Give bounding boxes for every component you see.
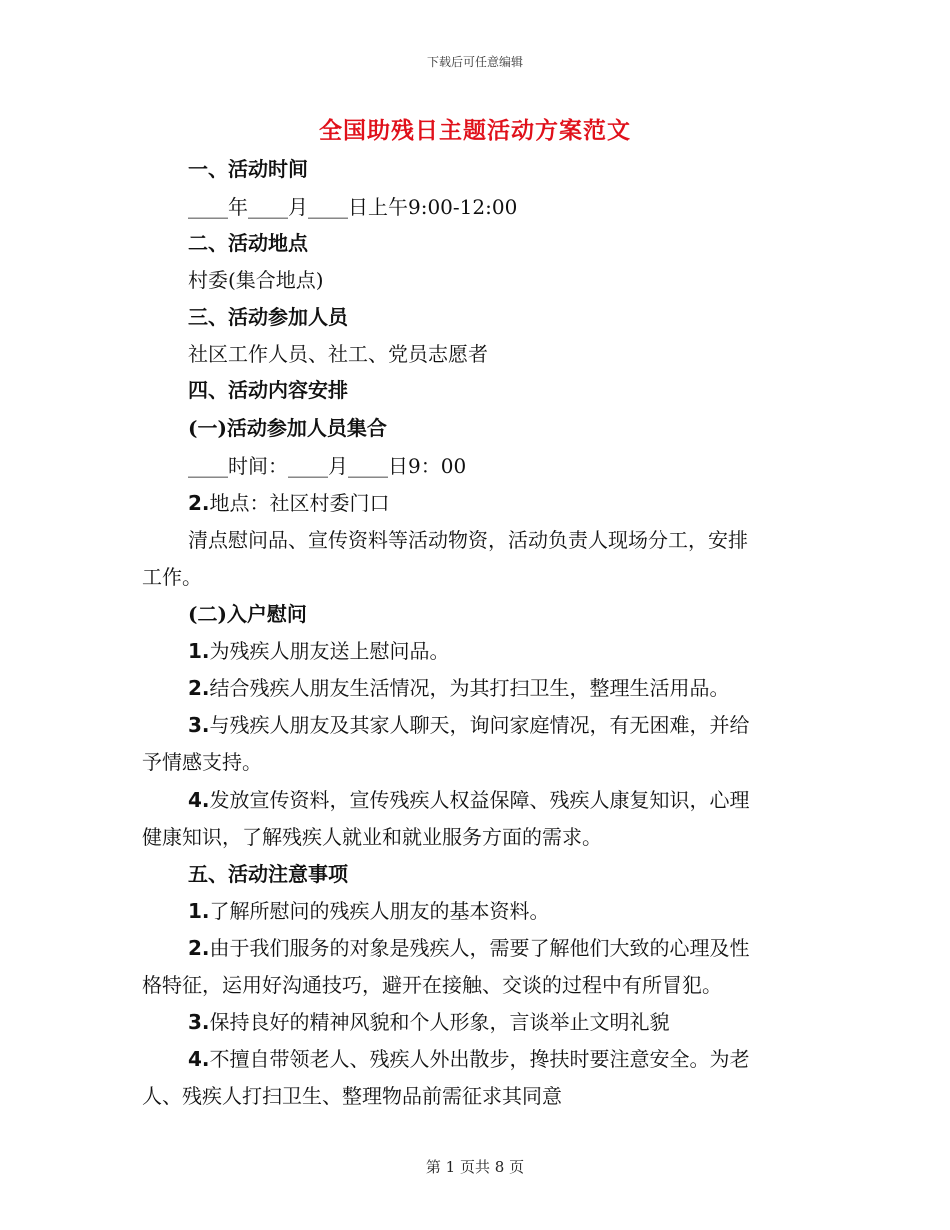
list-number: 1. bbox=[188, 639, 210, 663]
paragraph-activity-location: 村委(集合地点) bbox=[188, 268, 324, 292]
list-item-text: 发放宣传资料，宣传残疾人权益保障、残疾人康复知识，心理 bbox=[209, 788, 750, 812]
list-item bbox=[188, 489, 390, 517]
section-heading-3: 三、活动参加人员 bbox=[188, 305, 348, 329]
section-heading-5: 五、活动注意事项 bbox=[188, 862, 348, 886]
subheading-gathering: (一)活动参加人员集合 bbox=[188, 416, 387, 440]
list-number: 2. bbox=[188, 676, 210, 700]
list-item-text: 了解所慰问的残疾人朋友的基本资料。 bbox=[209, 899, 550, 923]
paragraph-preparation-continued: 工作。 bbox=[142, 565, 202, 589]
list-number: 3. bbox=[188, 713, 210, 737]
list-item bbox=[188, 786, 750, 814]
list-item-text: 地点：社区村委门口 bbox=[209, 491, 390, 515]
list-item-continued: 格特征，运用好沟通技巧，避开在接触、交谈的过程中有所冒犯。 bbox=[142, 973, 722, 997]
header-note: 下载后可任意编辑 bbox=[426, 55, 523, 69]
list-item bbox=[188, 637, 450, 665]
section-heading-2: 二、活动地点 bbox=[188, 231, 308, 255]
list-item-text: 结合残疾人朋友生活情况，为其打扫卫生，整理生活用品。 bbox=[209, 676, 730, 700]
list-item bbox=[188, 934, 750, 962]
page-footer: 第 1 页共 8 页 bbox=[425, 1158, 525, 1176]
document-title: 全国助残日主题活动方案范文 bbox=[319, 117, 631, 144]
list-item bbox=[188, 897, 550, 925]
section-heading-4: 四、活动内容安排 bbox=[188, 378, 348, 402]
list-item-text: 保持良好的精神风貌和个人形象，言谈举止文明礼貌 bbox=[209, 1010, 670, 1034]
list-number: 1. bbox=[188, 899, 210, 923]
list-item-continued: 健康知识，了解残疾人就业和就业服务方面的需求。 bbox=[142, 825, 602, 849]
list-item-continued: 人、残疾人打扫卫生、整理物品前需征求其同意 bbox=[142, 1084, 562, 1108]
subheading-home-visits: (二)入户慰问 bbox=[188, 602, 307, 626]
list-item-text: 为残疾人朋友送上慰问品。 bbox=[209, 639, 450, 663]
section-heading-1: 一、活动时间 bbox=[188, 157, 308, 181]
list-item-text: 与残疾人朋友及其家人聊天，询问家庭情况，有无困难，并给 bbox=[209, 713, 750, 737]
list-item bbox=[188, 1008, 670, 1036]
paragraph-preparation: 清点慰问品、宣传资料等活动物资，活动负责人现场分工，安排 bbox=[188, 528, 748, 552]
list-number: 4. bbox=[188, 788, 210, 812]
list-item bbox=[188, 711, 750, 739]
list-number: 2. bbox=[188, 936, 210, 960]
list-item-text: 不擅自带领老人、残疾人外出散步，搀扶时要注意安全。为老 bbox=[209, 1047, 750, 1071]
list-number: 4. bbox=[188, 1047, 210, 1071]
list-item bbox=[188, 1045, 750, 1073]
list-item-continued: 予情感支持。 bbox=[142, 750, 262, 774]
paragraph-gathering-time: ____时间：____月____日9：00 bbox=[188, 454, 467, 478]
paragraph-activity-time: ____年____月____日上午9:00-12:00 bbox=[188, 195, 518, 219]
list-item bbox=[188, 674, 730, 702]
list-number: 3. bbox=[188, 1010, 210, 1034]
list-number: 2. bbox=[188, 491, 210, 515]
list-item-text: 由于我们服务的对象是残疾人，需要了解他们大致的心理及性 bbox=[209, 936, 750, 960]
paragraph-participants: 社区工作人员、社工、党员志愿者 bbox=[188, 342, 488, 366]
